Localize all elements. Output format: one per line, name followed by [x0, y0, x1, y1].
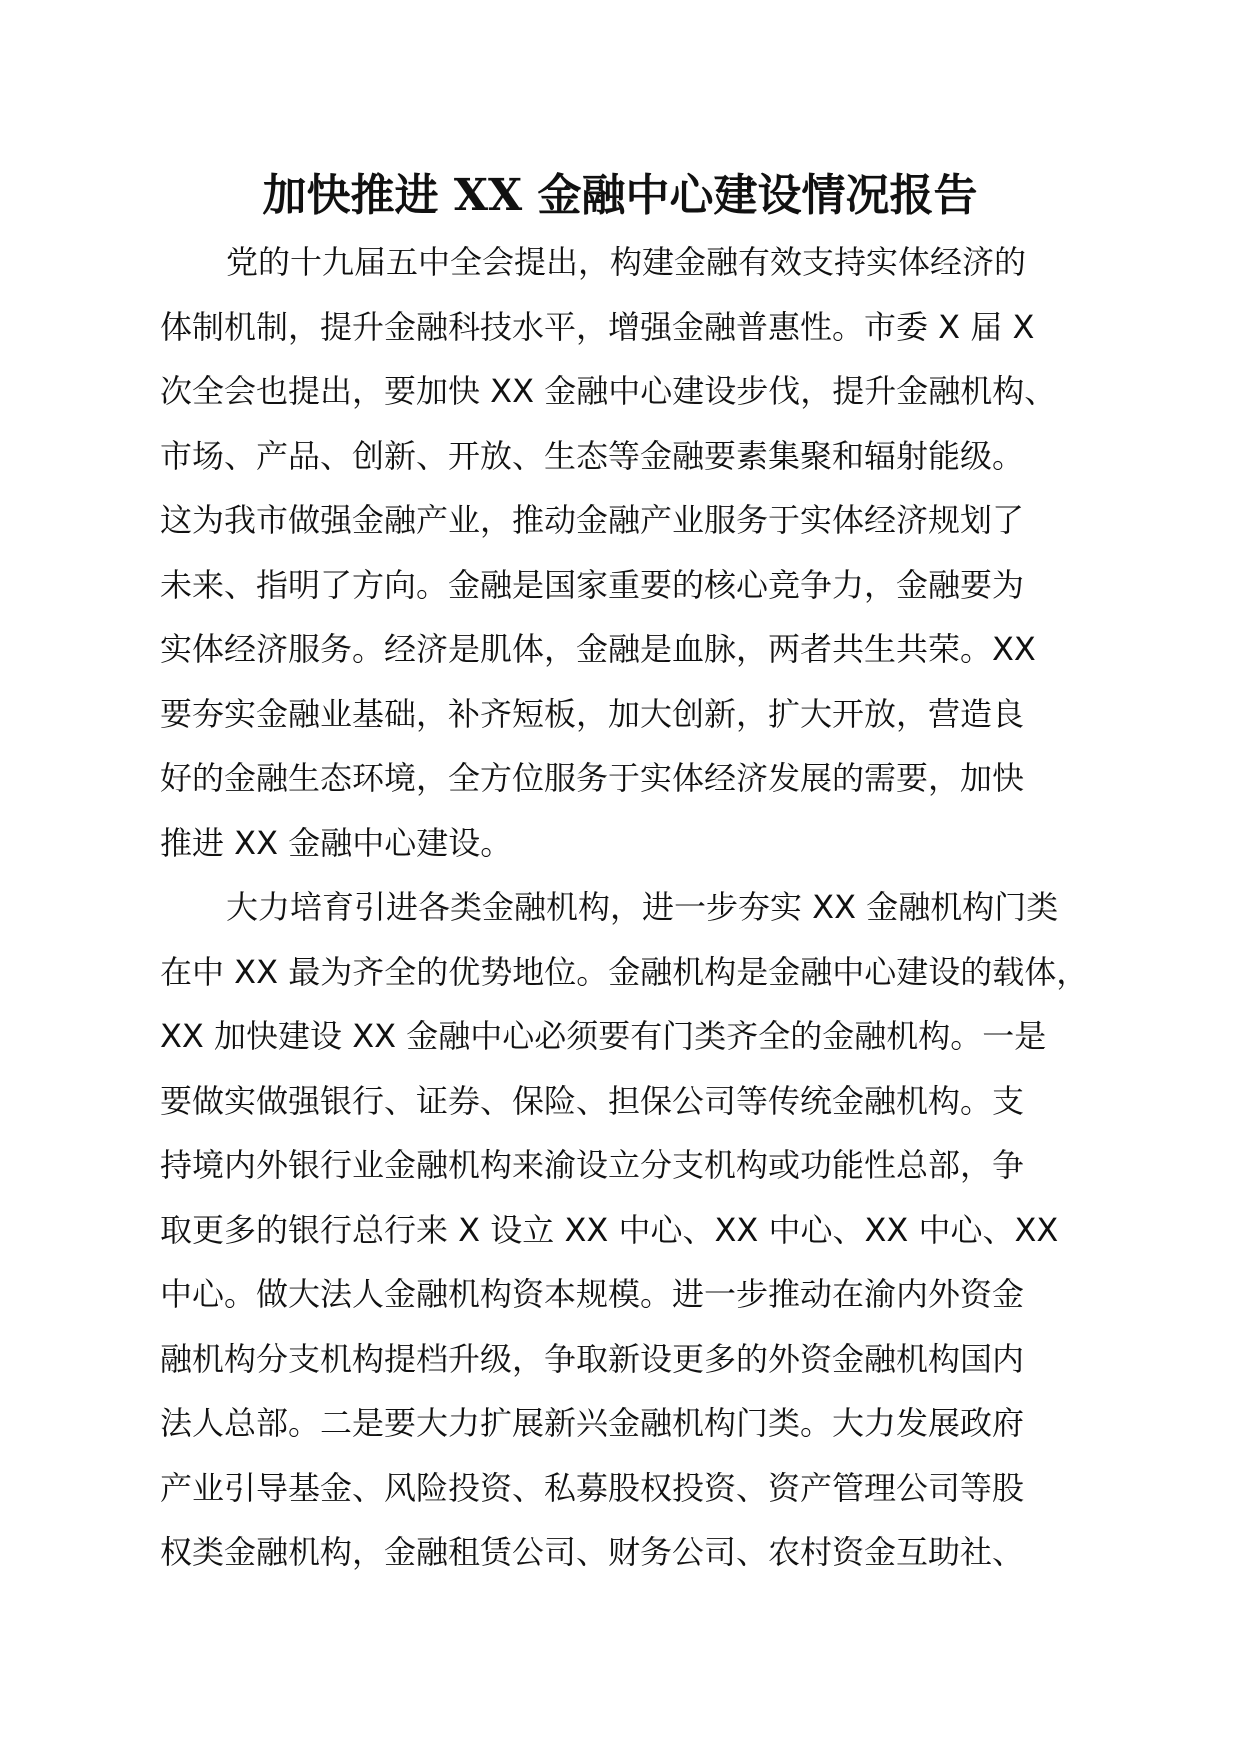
- document-body: [160, 230, 1089, 1585]
- paragraph-line: 权类金融机构，金融租赁公司、财务公司、农村资金互助社、: [160, 1533, 1025, 1571]
- paragraph-line: 大力培育引进各类金融机构，进一步夯实 XX 金融机构门类: [226, 888, 1059, 926]
- paragraph-line: 实体经济服务。经济是肌体，金融是血脉，两者共生共荣。XX: [160, 630, 1036, 668]
- paragraph-line: 未来、指明了方向。金融是国家重要的核心竞争力，金融要为: [160, 565, 1025, 604]
- paragraph-line: 这为我市做强金融产业，推动金融产业服务于实体经济规划了: [160, 501, 1025, 539]
- paragraph-line: XX 加快建设 XX 金融中心必须要有门类齐全的金融机构。一是: [160, 1017, 1047, 1055]
- paragraph-line: 党的十九届五中全会提出，构建金融有效支持实体经济的: [226, 243, 1027, 281]
- paragraph-line: 取更多的银行总行来 X 设立 XX 中心、XX 中心、XX 中心、XX: [160, 1210, 1059, 1249]
- paragraph-line: 要做实做强银行、证券、保险、担保公司等传统金融机构。支: [160, 1081, 1025, 1120]
- paragraph-line: 产业引导基金、风险投资、私募股权投资、资产管理公司等股: [160, 1468, 1025, 1507]
- paragraph-line: 持境内外银行业金融机构来渝设立分支机构或功能性总部，争: [160, 1146, 1025, 1184]
- paragraph-line: 中心。做大法人金融机构资本规模。进一步推动在渝内外资金: [160, 1275, 1025, 1313]
- paragraph-line: 好的金融生态环境，全方位服务于实体经济发展的需要，加快: [160, 759, 1025, 797]
- paragraph-line: 融机构分支机构提档升级，争取新设更多的外资金融机构国内: [160, 1339, 1025, 1378]
- paragraph-line: 法人总部。二是要大力扩展新兴金融机构门类。大力发展政府: [160, 1404, 1025, 1442]
- paragraph-line: 市场、产品、创新、开放、生态等金融要素集聚和辐射能级。: [160, 436, 1025, 475]
- document-title: 加快推进 XX 金融中心建设情况报告: [262, 170, 978, 221]
- paragraph-line: 要夯实金融业基础，补齐短板，加大创新，扩大开放，营造良: [160, 694, 1025, 733]
- paragraph-line: 体制机制，提升金融科技水平，增强金融普惠性。市委 X 届 X: [160, 307, 1035, 346]
- paragraph-line: 次全会也提出，要加快 XX 金融中心建设步伐，提升金融机构、: [160, 372, 1057, 410]
- paragraph-line: 推进 XX 金融中心建设。: [160, 823, 513, 862]
- paragraph-line: 在中 XX 最为齐全的优势地位。金融机构是金融中心建设的载体，: [160, 952, 1089, 991]
- paragraph-1: [160, 230, 1085, 875]
- paragraph-2: [160, 875, 1089, 1585]
